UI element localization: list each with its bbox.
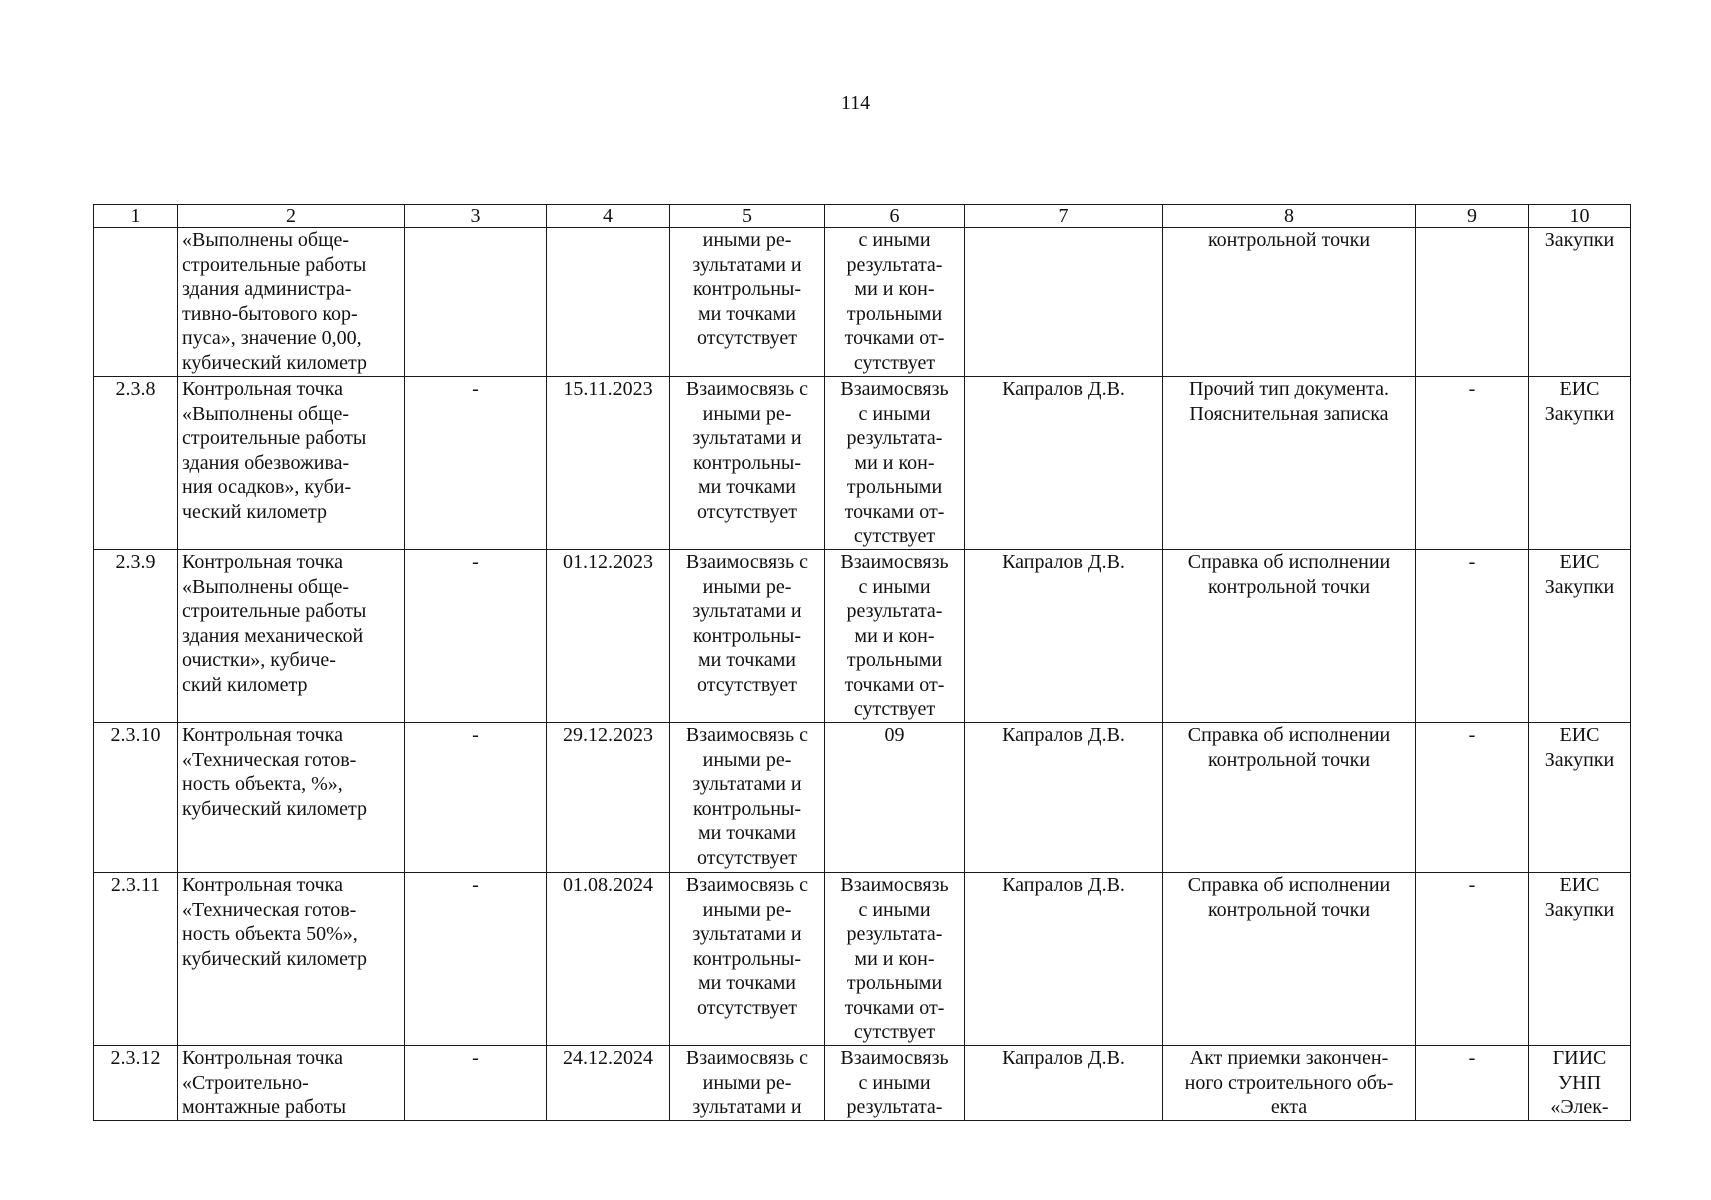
column-3-cell: - xyxy=(405,723,547,873)
relation-points-cell: Взаимосвязь с иными результата- ми и кон- трольными точками от- сутствует xyxy=(825,873,965,1046)
responsible-cell: Капралов Д.В. xyxy=(965,873,1163,1046)
date-cell: 01.08.2024 xyxy=(547,873,670,1046)
table-row xyxy=(94,723,1631,873)
column-3-cell: - xyxy=(405,377,547,550)
table-row xyxy=(94,550,1631,723)
column-9-cell: - xyxy=(1416,1046,1529,1121)
column-3-cell: - xyxy=(405,1046,547,1121)
table-row xyxy=(94,377,1631,550)
description-cell: Контрольная точка «Техническая готов- ность объекта, %», кубический километр xyxy=(178,723,405,873)
row-id-cell: 2.3.12 xyxy=(94,1046,178,1121)
row-id-cell xyxy=(94,228,178,377)
column-number: 2 xyxy=(178,205,405,228)
column-3-cell: - xyxy=(405,550,547,723)
control-points-table xyxy=(93,204,1631,1121)
column-9-cell: - xyxy=(1416,550,1529,723)
row-id-cell: 2.3.11 xyxy=(94,873,178,1046)
description-cell: Контрольная точка «Строительно- монтажные работы xyxy=(178,1046,405,1121)
info-system-cell: ЕИС Закупки xyxy=(1529,377,1631,550)
date-cell: 01.12.2023 xyxy=(547,550,670,723)
column-number: 4 xyxy=(547,205,670,228)
info-system-cell: ЕИС Закупки xyxy=(1529,550,1631,723)
row-id-cell: 2.3.9 xyxy=(94,550,178,723)
page-number: 114 xyxy=(840,92,871,114)
date-cell: 29.12.2023 xyxy=(547,723,670,873)
relation-results-cell: Взаимосвязь с иными ре- зультатами и контрольны- ми точками отсутствует xyxy=(670,873,825,1046)
responsible-cell: Капралов Д.В. xyxy=(965,1046,1163,1121)
responsible-cell: Капралов Д.В. xyxy=(965,377,1163,550)
relation-points-cell: Взаимосвязь с иными результата- xyxy=(825,1046,965,1121)
row-id-cell: 2.3.8 xyxy=(94,377,178,550)
relation-results-cell: Взаимосвязь с иными ре- зультатами и контрольны- ми точками отсутствует xyxy=(670,377,825,550)
document-type-cell: Прочий тип документа. Пояснительная записка xyxy=(1163,377,1416,550)
description-cell: «Выполнены обще- строительные работы здания администра- тивно-бытового кор- пуса», значение 0,00, кубический километр xyxy=(178,228,405,377)
relation-results-cell: Взаимосвязь с иными ре- зультатами и контрольны- ми точками отсутствует xyxy=(670,723,825,873)
column-number: 10 xyxy=(1529,205,1631,228)
column-number: 3 xyxy=(405,205,547,228)
relation-points-cell: 09 xyxy=(825,723,965,873)
date-cell: 24.12.2024 xyxy=(547,1046,670,1121)
column-9-cell: - xyxy=(1416,723,1529,873)
column-3-cell xyxy=(405,228,547,377)
description-cell: Контрольная точка «Выполнены обще- строительные работы здания обезвожива- ния осадков», куби- ческий километр xyxy=(178,377,405,550)
document-type-cell: Справка об исполнении контрольной точки xyxy=(1163,873,1416,1046)
relation-results-cell: Взаимосвязь с иными ре- зультатами и xyxy=(670,1046,825,1121)
column-number-row xyxy=(94,205,1631,228)
responsible-cell: Капралов Д.В. xyxy=(965,550,1163,723)
date-cell xyxy=(547,228,670,377)
document-type-cell: Акт приемки закончен- ного строительного объ- екта xyxy=(1163,1046,1416,1121)
relation-points-cell: Взаимосвязь с иными результата- ми и кон- трольными точками от- сутствует xyxy=(825,377,965,550)
document-type-cell: контрольной точки xyxy=(1163,228,1416,377)
table-row xyxy=(94,873,1631,1046)
column-number: 1 xyxy=(94,205,178,228)
column-9-cell: - xyxy=(1416,873,1529,1046)
column-number: 5 xyxy=(670,205,825,228)
document-type-cell: Справка об исполнении контрольной точки xyxy=(1163,723,1416,873)
column-3-cell: - xyxy=(405,873,547,1046)
table-row xyxy=(94,228,1631,377)
relation-results-cell: Взаимосвязь с иными ре- зультатами и контрольны- ми точками отсутствует xyxy=(670,550,825,723)
responsible-cell xyxy=(965,228,1163,377)
description-cell: Контрольная точка «Техническая готов- ность объекта 50%», кубический километр xyxy=(178,873,405,1046)
relation-results-cell: иными ре- зультатами и контрольны- ми точками отсутствует xyxy=(670,228,825,377)
document-type-cell: Справка об исполнении контрольной точки xyxy=(1163,550,1416,723)
column-number: 8 xyxy=(1163,205,1416,228)
relation-points-cell: Взаимосвязь с иными результата- ми и кон- трольными точками от- сутствует xyxy=(825,550,965,723)
info-system-cell: ГИИС УНП «Элек- xyxy=(1529,1046,1631,1121)
column-9-cell xyxy=(1416,228,1529,377)
responsible-cell: Капралов Д.В. xyxy=(965,723,1163,873)
table-row xyxy=(94,1046,1631,1121)
row-id-cell: 2.3.10 xyxy=(94,723,178,873)
column-number: 9 xyxy=(1416,205,1529,228)
info-system-cell: ЕИС Закупки xyxy=(1529,873,1631,1046)
column-number: 6 xyxy=(825,205,965,228)
date-cell: 15.11.2023 xyxy=(547,377,670,550)
description-cell: Контрольная точка «Выполнены обще- строительные работы здания механической очистки», кубиче- ский километр xyxy=(178,550,405,723)
info-system-cell: Закупки xyxy=(1529,228,1631,377)
column-9-cell: - xyxy=(1416,377,1529,550)
relation-points-cell: с иными результата- ми и кон- трольными точками от- сутствует xyxy=(825,228,965,377)
info-system-cell: ЕИС Закупки xyxy=(1529,723,1631,873)
column-number: 7 xyxy=(965,205,1163,228)
